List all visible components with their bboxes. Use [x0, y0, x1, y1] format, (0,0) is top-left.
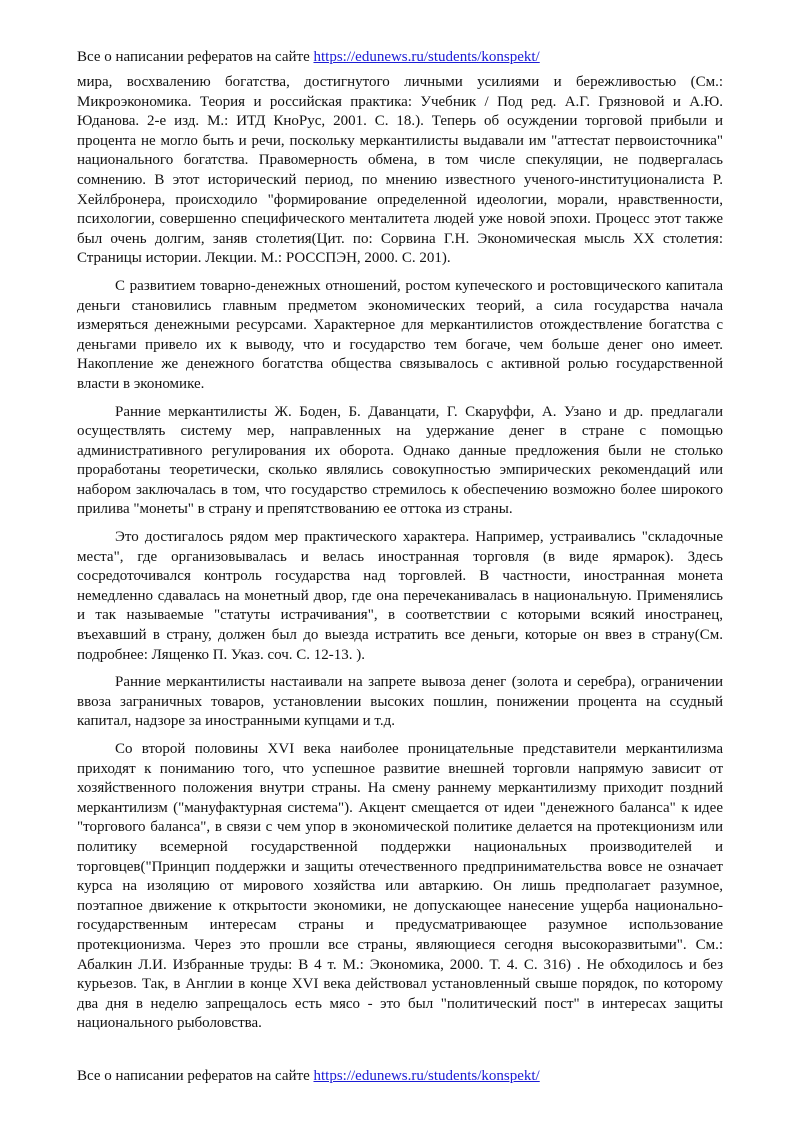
header-text: Все о написании рефератов на сайте — [77, 49, 314, 65]
paragraph-continuation: мира, восхвалению богатства, достигнутого личными усилиями и бережливостью (См.: Микроэкономика. Теория и российская практика: Учебник / Под ред. А.Г. Грязновой и А.Ю. Юданова. 2-е изд. М.: ИТД КноРус, 2001. С. 18.). Теперь об осуждении торговой прибыли и процента не могло быть и речи, поскольку меркантилисты выдавали им "аттестат первоисточника" национального богатства. Правомерность обмена, в том числе спекуляции, не подвергалась сомнению. В этот исторический период, по мнению известного ученого-институционалиста Р. Хейлбронера, происходило "формирование определенной идеологии, морали, нравственности, психологии, совершенно специфического менталитета людей уже новой эпохи. Процесс этот также был очень долгим, заняв столетия(Цит. по: Сорвина Г.Н. Экономическая мысль ХХ столетия: Страницы истории. Лекции. М.: РОССПЭН, 2000. С. 201). — [77, 74, 723, 267]
footer-text: Все о написании рефератов на сайте — [77, 1068, 314, 1084]
paragraph: Ранние меркантилисты Ж. Боден, Б. Даванцати, Г. Скаруффи, А. Узано и др. предлагали осуществлять систему мер, направленных на удержание денег в стране с помощью административного регулирования их оборота. Однако данные предложения были не столько проработаны теоретически, сколько являлись совокупностью эмпирических рекомендаций или набором заключалась в том, что государство стремилось к обеспечению возможно более широкого прилива "монеты" в страну и препятствованию ее оттока из страны. — [77, 403, 723, 518]
header-link[interactable]: https://edunews.ru/students/konspekt/ — [313, 49, 540, 65]
page-footer — [77, 1066, 540, 1086]
paragraph: Это достигалось рядом мер практического характера. Например, устраивались "складочные места", где организовывалась и велась иностранная торговля (в виде ярмарок). Здесь сосредоточивался контроль государства над торговлей. В частности, иностранная монета немедленно сдавалась на монетный двор, где она перечеканивалась в национальную. Применялись и так называемые "статуты истрачивания", в соответствии с которыми всякий иностранец, въехавший в страну, должен был до выезда истратить все деньги, которые он ввез в страну(См. подробнее: Лященко П. Указ. соч. С. 12-13. ). — [77, 529, 723, 663]
body-text — [77, 73, 723, 1042]
paragraph: Со второй половины XVI века наиболее проницательные представители меркантилизма приходят к пониманию того, что успешное развитие внешней торговли напрямую зависит от хозяйственного положения внутри страны. На смену раннему меркантилизму приходит поздний меркантилизм ("мануфактурная система"). Акцент смещается от идеи "денежного баланса" к идее "торгового баланса", в связи с чем упор в экономической политике делается на протекционизм или политику всемерной государственной поддержки национальных производителей и торговцев("Принцип поддержки и защиты отечественного предпринимательства вовсе не означает курса на изоляцию от мирового хозяйства или автаркию. Он лишь предполагает разумное, поэтапное движение к открытости экономики, не допускающее нанесение ущерба национально-государственным интересам страны и предусматривающее разумное использование протекционизма. Через это прошли все страны, являющиеся сегодня высокоразвитыми". См.: Абалкин Л.И. Избранные труды: В 4 т. М.: Экономика, 2000. Т. 4. С. 316) . Не обходилось и без курьезов. Так, в Англии в конце XVI века действовал установленный свыше порядок, по которому два дня в неделю запрещалось есть мясо - это был "политический пост" в интересах защиты национального рыболовства. — [77, 741, 723, 1032]
page-header — [77, 47, 540, 67]
paragraph: С развитием товарно-денежных отношений, ростом купеческого и ростовщического капитала деньги становились главным предметом экономических теорий, а сила государства начала измеряться денежными ресурсами. Характерное для меркантилистов отождествление богатства с деньгами привело их к выводу, что и государство тем богаче, чем больше денег оно имеет. Накопление же денежного богатства общества связывалось с активной ролью государственной власти в экономике. — [77, 277, 723, 392]
paragraph: Ранние меркантилисты настаивали на запрете вывоза денег (золота и серебра), ограничении ввоза заграничных товаров, установлении высоких пошлин, понижении процента на ссудный капитал, надзоре за иностранными купцами и т.д. — [77, 674, 723, 730]
footer-link[interactable]: https://edunews.ru/students/konspekt/ — [313, 1068, 540, 1084]
